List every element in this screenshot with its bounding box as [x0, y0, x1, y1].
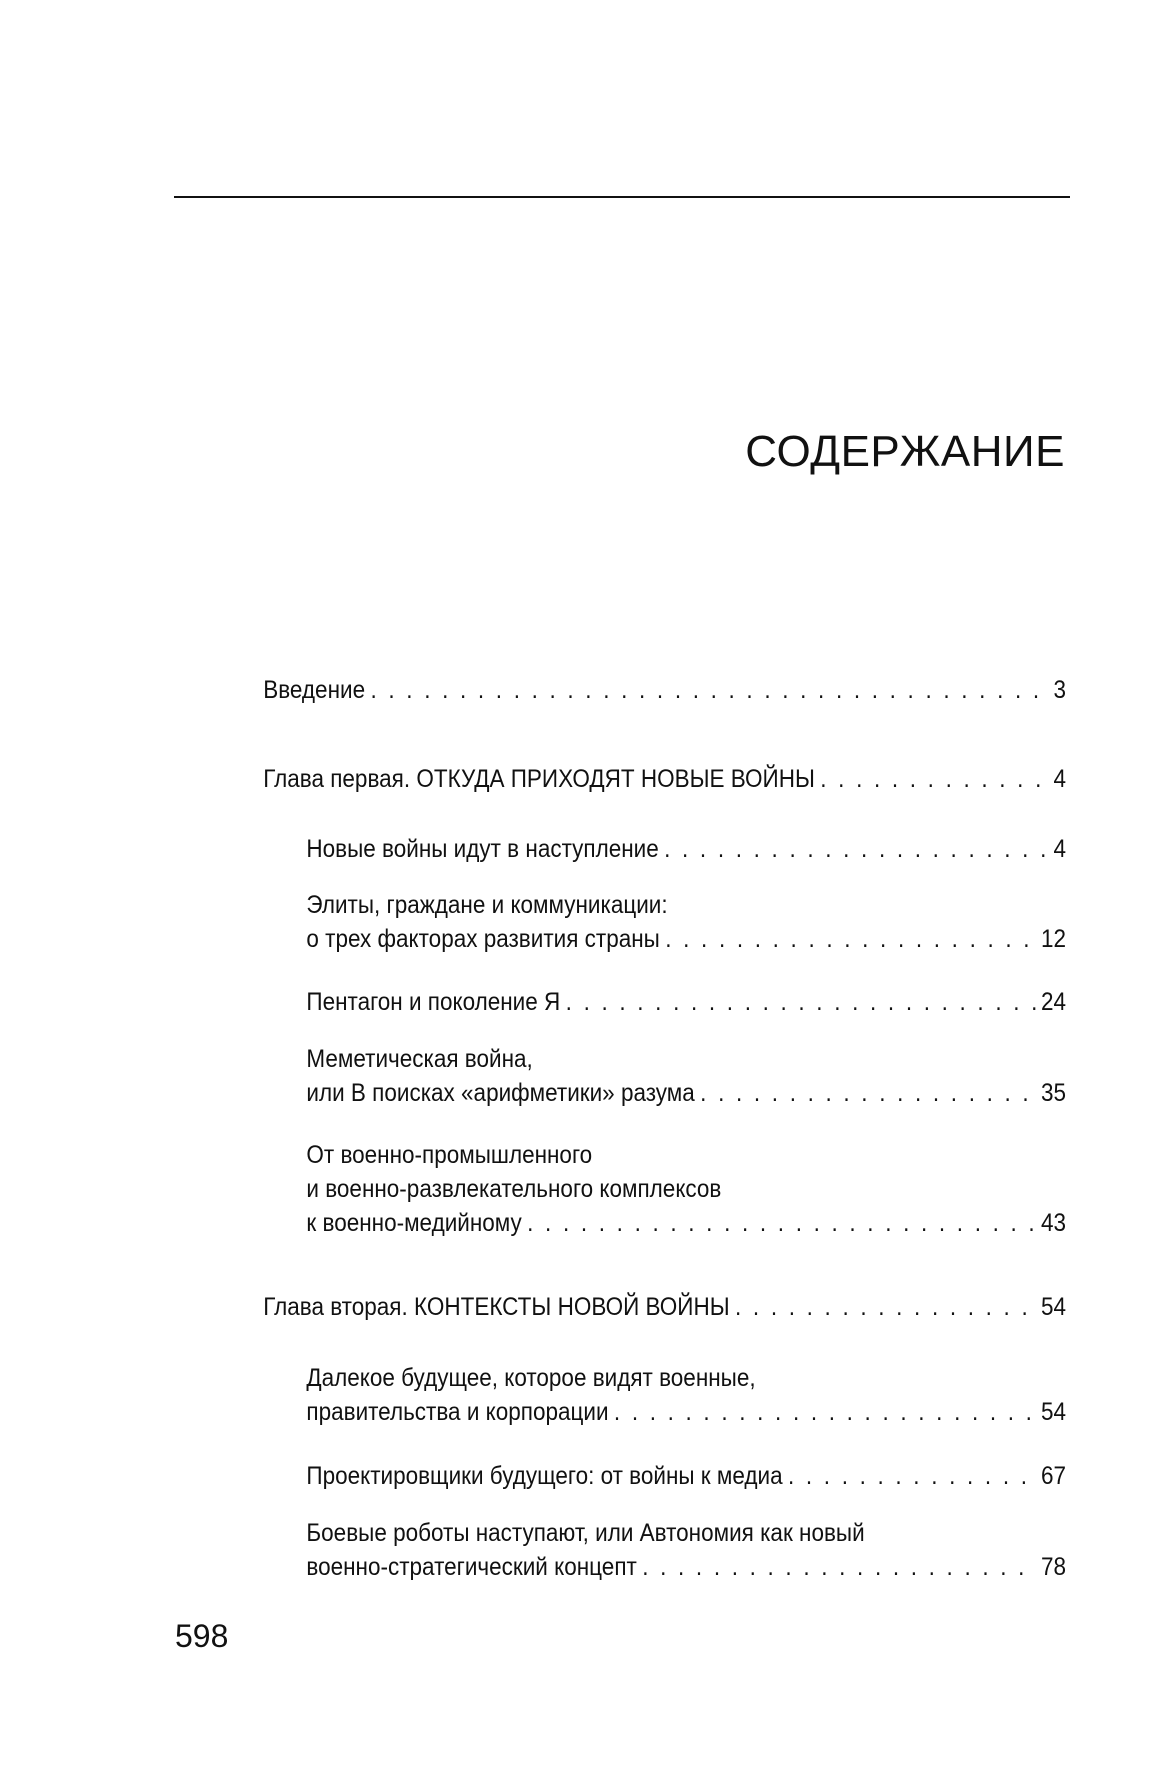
- top-rule: [174, 196, 1070, 198]
- toc-entry-military-complexes[interactable]: [306, 1138, 1066, 1240]
- toc-page-number: 67: [1040, 1462, 1066, 1490]
- toc-entry-pentagon[interactable]: [306, 985, 1066, 1019]
- page-title: СОДЕРЖАНИЕ: [745, 427, 1065, 476]
- dot-leader: [788, 1459, 1037, 1493]
- toc-entry-title: о трех факторах развития страны: [306, 925, 660, 953]
- toc-page-number: 4: [1053, 835, 1066, 863]
- toc-entry-memetic-war[interactable]: [306, 1042, 1066, 1110]
- toc-entry-title: Новые войны идут в наступление: [306, 835, 659, 863]
- dot-leader: [527, 1206, 1037, 1240]
- toc-page-number: 54: [1040, 1293, 1066, 1321]
- dot-leader: [642, 1550, 1037, 1584]
- dot-leader: [735, 1290, 1037, 1324]
- dot-leader: [664, 832, 1050, 866]
- toc-page-number: 4: [1053, 765, 1066, 793]
- toc-entry-chapter-1[interactable]: [263, 762, 1066, 796]
- toc-page-number: 24: [1040, 988, 1066, 1016]
- toc-entry-title: к военно-медийному: [306, 1209, 522, 1237]
- toc-entry-combat-robots[interactable]: [306, 1516, 1066, 1584]
- toc-page-number: 54: [1040, 1398, 1066, 1426]
- dot-leader: [614, 1395, 1037, 1429]
- toc-entry-title: Глава первая. ОТКУДА ПРИХОДЯТ НОВЫЕ ВОЙНЫ: [263, 765, 815, 793]
- toc-entry-title: правительства и корпорации: [306, 1398, 609, 1426]
- toc-page-number: 3: [1053, 676, 1066, 704]
- dot-leader: [665, 922, 1037, 956]
- toc-entry-title: Глава вторая. КОНТЕКСТЫ НОВОЙ ВОЙНЫ: [263, 1293, 730, 1321]
- toc-page-number: 12: [1040, 925, 1066, 953]
- toc-page-number: 78: [1040, 1553, 1066, 1581]
- toc-entry-title: военно-стратегический концепт: [306, 1553, 637, 1581]
- toc-entry-future-designers[interactable]: [306, 1459, 1066, 1493]
- toc-page-number: 35: [1040, 1079, 1066, 1107]
- toc-entry-elites-citizens[interactable]: [306, 888, 1066, 956]
- toc-entry-title: Введение: [263, 676, 366, 704]
- toc-entry-introduction[interactable]: [263, 673, 1066, 707]
- dot-leader: [370, 673, 1049, 707]
- toc-entry-title-line: Меметическая война,: [306, 1045, 533, 1073]
- toc-entry-title: Проектировщики будущего: от войны к медиа: [306, 1462, 783, 1490]
- toc-entry-title-line: Элиты, граждане и коммуникации:: [306, 891, 668, 919]
- toc-entry-distant-future[interactable]: [306, 1361, 1066, 1429]
- toc-entry-title-line: и военно-развлекательного комплексов: [306, 1175, 722, 1203]
- dot-leader: [566, 985, 1038, 1019]
- page-number: 598: [175, 1618, 229, 1654]
- toc-entry-new-wars-advance[interactable]: [306, 832, 1066, 866]
- toc-entry-chapter-2[interactable]: [263, 1290, 1066, 1324]
- toc-entry-title-line: От военно-промышленного: [306, 1141, 593, 1169]
- toc-entry-title: или В поисках «арифметики» разума: [306, 1079, 695, 1107]
- toc-entry-title-line: Далекое будущее, которое видят военные,: [306, 1364, 756, 1392]
- toc-entry-title: Пентагон и поколение Я: [306, 988, 561, 1016]
- dot-leader: [820, 762, 1050, 796]
- toc-entry-title-line: Боевые роботы наступают, или Автономия как новый: [306, 1519, 865, 1547]
- toc-page-number: 43: [1040, 1209, 1066, 1237]
- dot-leader: [700, 1076, 1037, 1110]
